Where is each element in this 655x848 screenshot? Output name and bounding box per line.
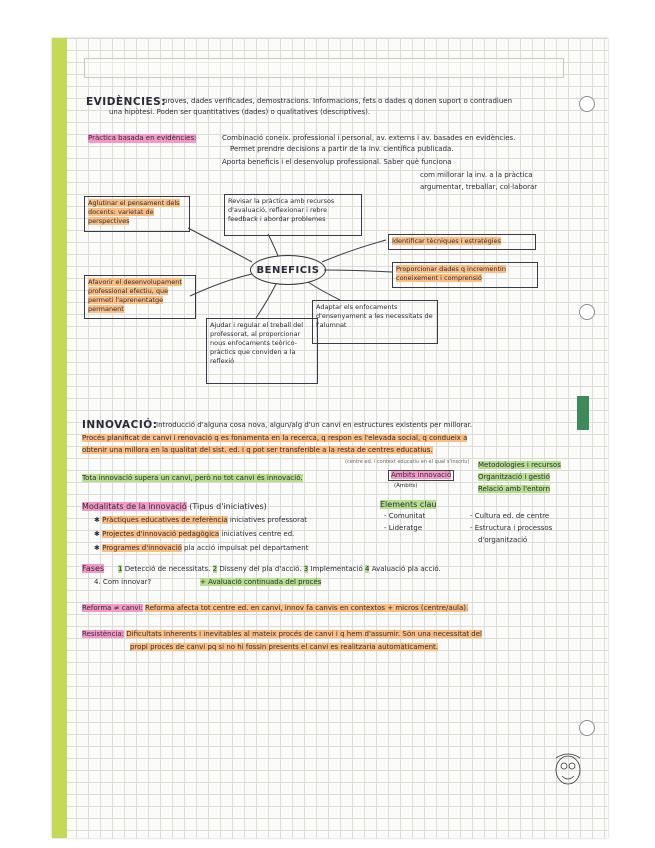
ambit-2: Organització i gestió: [478, 473, 550, 481]
reforma-row: Reforma ≠ canvi: Reforma afecta tot centre ed. en canvi, innov fa canvis en contextos + micros (centre/aula).: [82, 604, 469, 612]
benefits-center-node: BENEFICIS: [250, 255, 326, 285]
innovacio-line2: Procés planificat de canvi i renovació q es fonamenta en la recerca, q respon es l'elevada social, q condueix a: [82, 434, 468, 442]
practica-line1: Combinació coneix. professional i personal, av. externs i av. basades en evidències.: [222, 134, 516, 142]
element-4: - Estructura i processos: [470, 524, 553, 532]
practica-line2: Permet prendre decisions a partir de la inv. científica publicada.: [230, 145, 454, 153]
modalitat-item-1: ✱ Pràctiques educatives de referència iniciatives professorat: [94, 516, 307, 524]
element-3: - Cultura ed. de centre: [470, 512, 550, 520]
evidencies-line2: una hipòtesi. Poden ser quantitatives (dades) o qualitatives (descriptives).: [109, 108, 371, 116]
connector-line: [190, 274, 252, 296]
practica-line4: com millorar la inv. a la pràctica: [420, 171, 533, 179]
innovacio-title: INNOVACIÓ:: [82, 419, 158, 431]
practica-title: Pràctica basada en evidències:: [88, 134, 197, 142]
fases-extra: + Avaluació continuada del procés: [200, 578, 322, 586]
benefit-box-3: Identificar tècniques i estratègies: [388, 234, 536, 250]
benefit-box-7: Ajudar i regular el treball del professorat, al proporcionar nous enfocaments teòrico-pràctics que conviden a la reflexió: [206, 318, 318, 384]
evidencies-line1: proves, dades verificades, demostracions. Informacions, fets o dades q donen suport o contradiuen: [163, 97, 513, 105]
benefit-box-4: Afavorir el desenvolupament professional efectiu, que permeti l'aprenentatge permanent: [84, 275, 196, 319]
ambits-sub: (Àmbits): [394, 483, 418, 489]
fases-line1: 1 Detecció de necessitats. 2 Disseny del pla d'acció. 3 Implementació 4 Avaluació pla acció.: [118, 565, 441, 573]
benefit-box-1: Aglutinar el pensament dels docents: varietat de perspectives: [84, 196, 190, 232]
innovacio-def: Introducció d'alguna cosa nova, algun/alg d'un canvi en estructures existents per millorar.: [156, 421, 473, 429]
innovacio-note: (centre ed. i context educatiu en el qual s'inscriu): [345, 459, 470, 465]
connector-line: [308, 282, 340, 300]
innovacio-line4: Tota innovació supera un canvi, però no tot canvi és innovació.: [82, 474, 303, 482]
practica-line5: argumentar, treballar, col·laborar: [420, 183, 538, 191]
element-5: d'organització: [478, 536, 528, 544]
doodle-drawing: [548, 748, 588, 788]
benefit-box-2: Revisar la pràctica amb recursos d'avaluació, reflexionar i rebre feedback i abordar problemes: [224, 194, 362, 236]
connector-line: [322, 240, 386, 262]
practica-line3: Aporta beneficis i el desenvolup professional. Saber què funciona: [222, 158, 452, 166]
innovacio-line3: obtenir una millora en la qualitat del sist. ed. i q pot ser transferible a la resta de centres educatius.: [82, 446, 433, 454]
resistencia-line2: propi procés de canvi pq si no hi fossin presents el canvi es realitzaria automàticament.: [130, 643, 439, 651]
modalitat-item-3: ✱ Programes d'innovació pla acció impulsat pel departament: [94, 544, 309, 552]
element-1: - Comunitat: [384, 512, 426, 520]
evidencies-title: EVIDÈNCIES:: [86, 96, 166, 108]
element-2: - Lideratge: [384, 524, 423, 532]
modalitat-item-2: ✱ Projectes d'innovació pedagògica iniciatives centre ed.: [94, 530, 295, 538]
ambit-3: Relació amb l'entorn: [478, 485, 550, 493]
modalitats-title: Modalitats de la innovació (Tipus d'iniciatives): [82, 502, 267, 511]
benefit-box-5: Proporcionar dades q incrementin coneixement i comprensió: [392, 262, 538, 288]
ambit-1: Metodologies i recursos: [478, 461, 561, 469]
fases-title: Fases: [82, 564, 105, 573]
connector-line: [324, 270, 392, 272]
benefit-box-6: Adaptar els enfocaments d'ensenyament a les necessitats de l'alumnat: [312, 300, 438, 344]
resistencia-row: Resistència: Dificultats inherents i inevitables al mateix procés de canvi i q hem d'assumir. Són una necessitat del: [82, 630, 482, 638]
elements-title: Elements clau: [380, 500, 437, 509]
fases-question: 4. Com innovar?: [94, 578, 152, 586]
connector-line: [256, 284, 276, 318]
ambits-label: Àmbits innovació: [388, 470, 454, 481]
connector-line: [268, 234, 278, 256]
